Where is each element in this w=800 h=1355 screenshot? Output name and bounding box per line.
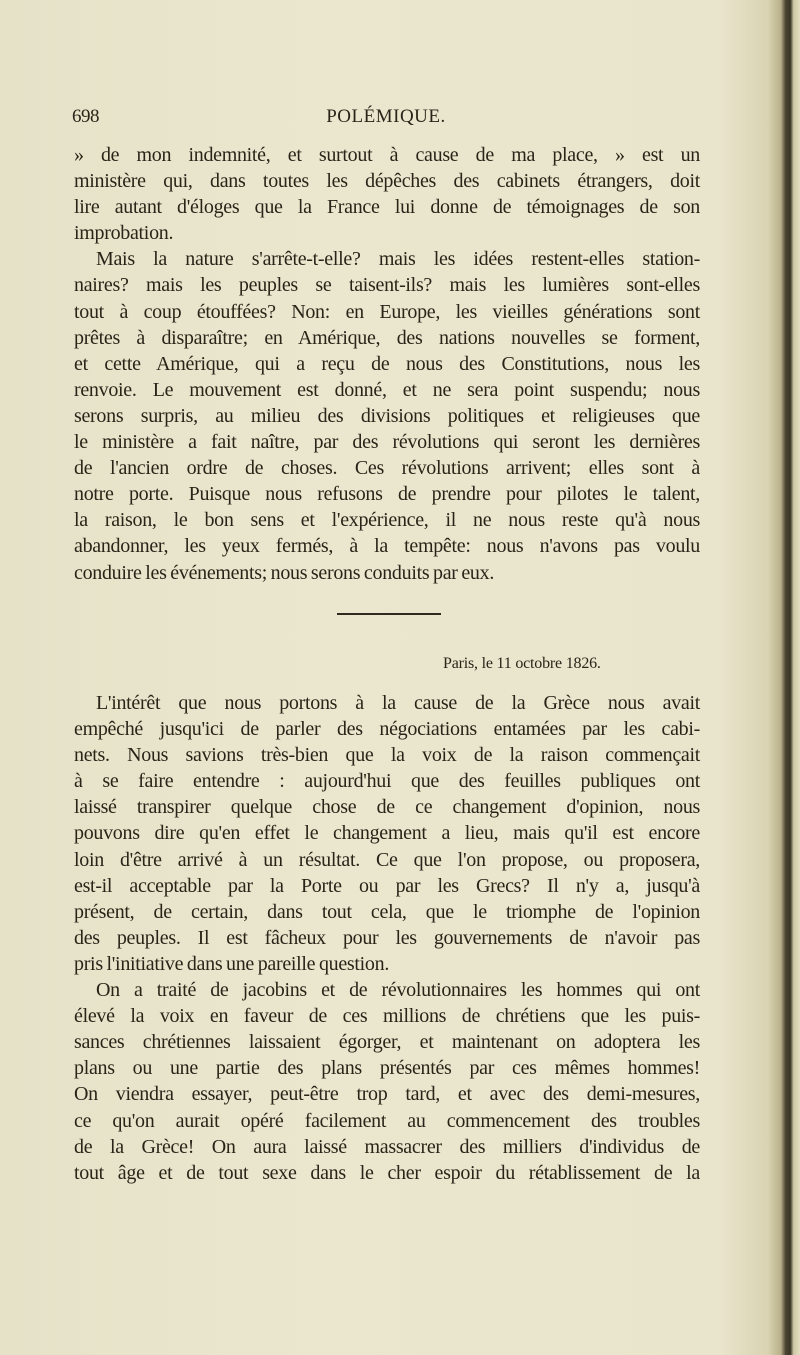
section-2-text (74, 690, 700, 1186)
section-1-text (74, 142, 700, 586)
text-line: empêché jusqu'ici de parler des négociations entamées par les cabi- (74, 718, 700, 741)
paragraph (74, 246, 700, 585)
dateline: Paris, le 11 octobre 1826. (443, 655, 601, 672)
text-line: à se faire entendre : aujourd'hui que des feuilles publiques ont (74, 770, 700, 793)
text-line: et cette Amérique, qui a reçu de nous des Constitutions, nous les (74, 352, 700, 375)
text-line: abandonner, les yeux fermés, à la tempête: nous n'avons pas voulu (74, 535, 700, 558)
text-line: nets. Nous savions très-bien que la voix de la raison commençait (74, 744, 700, 767)
section-divider (337, 613, 441, 615)
text-line: renvoie. Le mouvement est donné, et ne sera point suspendu; nous (74, 378, 700, 401)
text-line: pouvons dire qu'en effet le changement a lieu, mais qu'il est encore (74, 822, 700, 845)
page-header (72, 106, 700, 130)
text-line: serons surpris, au milieu des divisions politiques et religieuses que (74, 404, 700, 427)
text-line: loin d'être arrivé à un résultat. Ce que l'on propose, ou proposera, (74, 848, 700, 871)
text-line: de la Grèce! On aura laissé massacrer des milliers d'individus de (74, 1135, 700, 1158)
text-line: la raison, le bon sens et l'expérience, il ne nous reste qu'à nous (74, 509, 700, 532)
text-line: On a traité de jacobins et de révolutionnaires les hommes qui ont (96, 979, 700, 1002)
text-line: notre porte. Puisque nous refusons de prendre pour pilotes le talent, (74, 483, 700, 506)
text-line: tout âge et de tout sexe dans le cher espoir du rétablissement de la (74, 1161, 700, 1184)
text-line: plans ou une partie des plans présentés par ces mêmes hommes! (74, 1057, 700, 1080)
text-line: est-il acceptable par la Porte ou par les Grecs? Il n'y a, jusqu'à (74, 874, 700, 897)
text-line: » de mon indemnité, et surtout à cause de ma place, » est un (74, 144, 700, 166)
running-title: POLÉMIQUE. (326, 106, 446, 127)
text-line: conduire les événements; nous serons conduits par eux. (74, 561, 495, 584)
text-line: tout à coup étouffées? Non: en Europe, les vieilles générations sont (74, 300, 700, 323)
paragraph (74, 690, 700, 977)
paragraph (74, 142, 700, 246)
text-line: présent, de certain, dans tout cela, que le triomphe de l'opinion (74, 900, 700, 923)
text-line: de l'ancien ordre de choses. Ces révolutions arrivent; elles sont à (74, 457, 700, 480)
text-line: ministère qui, dans toutes les dépêches des cabinets étrangers, doit (74, 170, 700, 193)
text-line: On viendra essayer, peut-être trop tard, et avec des demi-mesures, (74, 1083, 700, 1106)
text-line: le ministère a fait naître, par des révolutions qui seront les dernières (74, 431, 700, 454)
text-line: laissé transpirer quelque chose de ce changement d'opinion, nous (74, 796, 700, 819)
text-line: L'intérêt que nous portons à la cause de la Grèce nous avait (96, 692, 700, 714)
text-line: improbation. (74, 222, 174, 245)
text-line: pris l'initiative dans une pareille question. (74, 952, 390, 975)
page-number: 698 (72, 106, 99, 127)
text-line: lire autant d'éloges que la France lui donne de témoignages de son (74, 196, 700, 219)
text-line: sances chrétiennes laissaient égorger, et maintenant on adoptera les (74, 1031, 700, 1054)
paragraph (74, 977, 700, 1186)
text-line: Mais la nature s'arrête-t-elle? mais les idées restent-elles station- (96, 248, 700, 271)
text-line: ce qu'on aurait opéré facilement au commencement des troubles (74, 1109, 700, 1132)
text-line: prêtes à disparaître; en Amérique, des nations nouvelles se forment, (74, 326, 700, 349)
text-line: naires? mais les peuples se taisent-ils? mais les lumières sont-elles (74, 274, 700, 297)
text-line: élevé la voix en faveur de ces millions de chrétiens que les puis- (74, 1005, 700, 1028)
text-line: des peuples. Il est fâcheux pour les gouvernements de n'avoir pas (74, 926, 700, 949)
